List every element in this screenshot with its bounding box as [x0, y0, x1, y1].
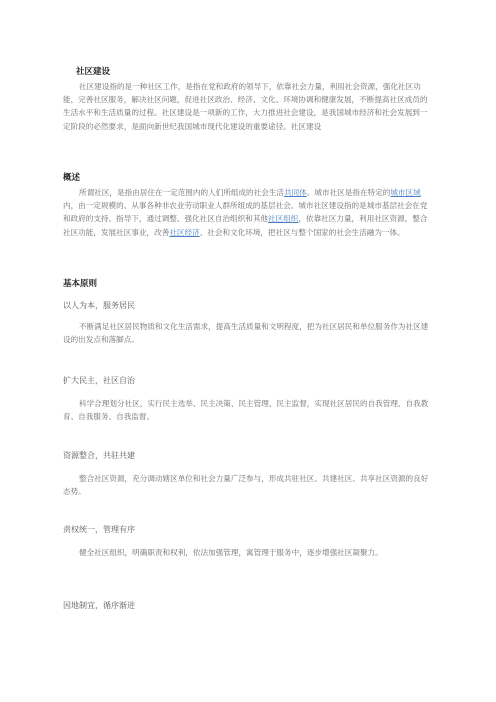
section-title-principles: 基本原则 — [63, 279, 98, 289]
principle-paragraph: 不断满足社区居民物质和文化生活需求，提高生活质量和文明程度，把为社区居民和单位服务作为社区建设的出发点和落脚点。 — [63, 322, 429, 345]
principle-title: 资源整合，共驻共建 — [63, 451, 135, 460]
principle-title: 责权统一，管理有序 — [63, 525, 135, 534]
principle-paragraph: 健全社区组织，明确职责和权利，依法加强管理，寓管理于服务中，逐步增强社区凝聚力。 — [79, 548, 383, 557]
overview-paragraph: 所谓社区，是指由居住在一定范围内的人们所组成的社会生活共同体。城市社区是指在特定的城市区域内，由一定规模的、从事各种非农业劳动职业人群所组成的基层社会。城市社区建设指的是城市基层社会在党和政府的支持、指导下，通过调整、强化社区自治组织和其他社区组织，依靠社区力量，利用社区资源，整合社区功能，发展社区事业，改善社区经济、社会和文化环境，把社区与整个国家的社会生活融为一体。 — [63, 188, 428, 237]
section-paragraph: 社区建设指的是一种社区工作，是指在党和政府的领导下，依靠社会力量，利用社会资源，强化社区功能，完善社区服务，解决社区问题，促进社区政治、经济、文化、环境协调和健康发展，不断提高社区成员的生活水平和生活质量的过程。社区建设是一项新的工作，大力推进社会建设，是我国城市经济和社会发展到一定阶段的必然要求，是面向新世纪我国城市现代化建设的重要途径。社区建设 — [63, 82, 428, 131]
link-community[interactable]: 共同体 — [284, 188, 307, 197]
principle-title: 因地制宜，循序渐进 — [63, 601, 135, 610]
link-urban-area[interactable]: 城市区域 — [390, 188, 421, 197]
section-title-overview: 概述 — [63, 173, 81, 183]
section-title-community-building: 社区建设 — [76, 67, 111, 77]
principle-title: 以人为本，服务居民 — [63, 301, 135, 310]
link-community-organization[interactable]: 社区组织 — [268, 214, 299, 224]
principle-title: 扩大民主，社区自治 — [63, 376, 135, 385]
principle-paragraph: 科学合理划分社区，实行民主选举、民主决策、民主管理、民主监督，实现社区居民的自我管理、自我教育、自我服务、自我监督。 — [63, 399, 429, 422]
link-community-economy[interactable]: 社区经济 — [169, 227, 200, 237]
principle-paragraph: 整合社区资源，充分调动辖区单位和社会力量广泛参与，形成共驻社区、共建社区、共享社区资源的良好态势。 — [63, 474, 429, 497]
